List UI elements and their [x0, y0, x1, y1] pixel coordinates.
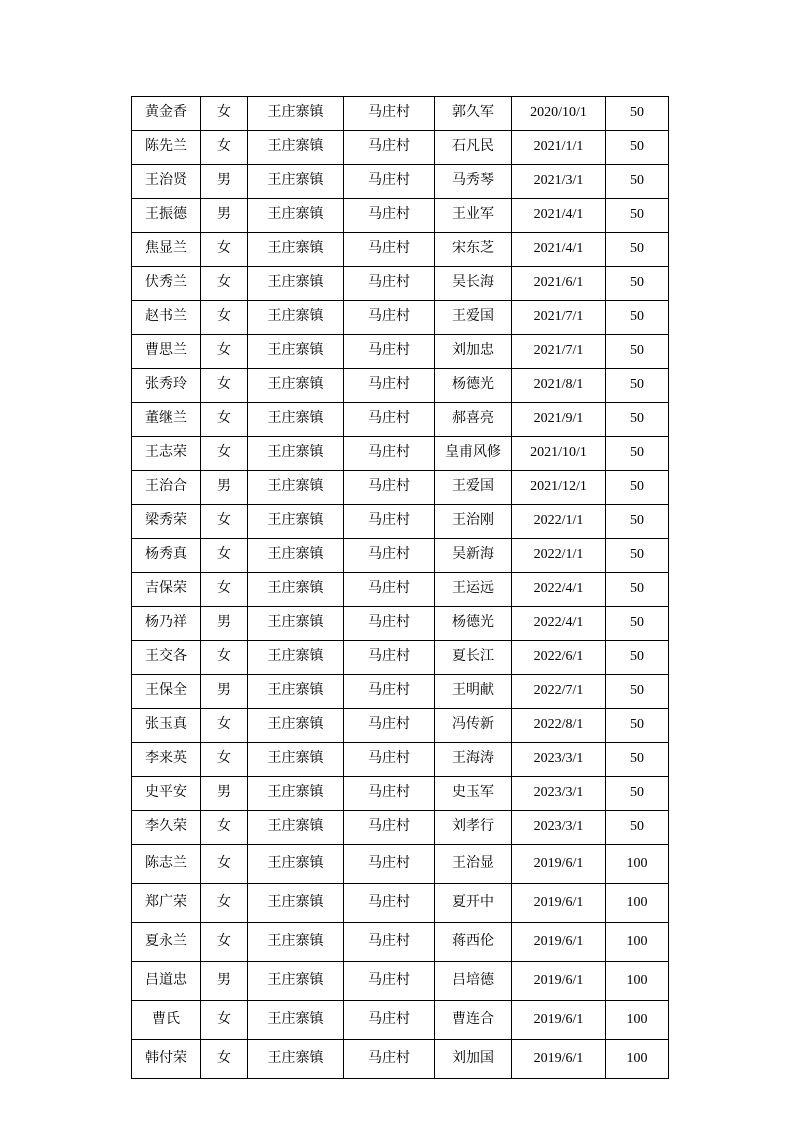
- cell-gender: 女: [201, 1040, 248, 1079]
- cell-village: 马庄村: [344, 233, 435, 267]
- cell-village: 马庄村: [344, 777, 435, 811]
- cell-amount: 50: [606, 437, 669, 471]
- table-row: [132, 471, 669, 505]
- cell-village: 马庄村: [344, 811, 435, 845]
- cell-name: 郑广荣: [132, 884, 201, 923]
- cell-relation: 王治显: [435, 845, 512, 884]
- cell-town: 王庄寨镇: [248, 335, 344, 369]
- cell-amount: 50: [606, 301, 669, 335]
- cell-name: 曹氏: [132, 1001, 201, 1040]
- cell-name: 李来英: [132, 743, 201, 777]
- cell-town: 王庄寨镇: [248, 1001, 344, 1040]
- cell-village: 马庄村: [344, 709, 435, 743]
- table-body: [132, 97, 669, 1079]
- table-row: [132, 709, 669, 743]
- table-container: [131, 96, 661, 1079]
- cell-gender: 女: [201, 301, 248, 335]
- cell-relation: 王治刚: [435, 505, 512, 539]
- cell-date: 2021/1/1: [512, 131, 606, 165]
- cell-gender: 女: [201, 233, 248, 267]
- cell-amount: 50: [606, 97, 669, 131]
- cell-gender: 女: [201, 845, 248, 884]
- cell-gender: 女: [201, 743, 248, 777]
- cell-date: 2022/1/1: [512, 505, 606, 539]
- cell-gender: 男: [201, 777, 248, 811]
- cell-relation: 刘加忠: [435, 335, 512, 369]
- cell-relation: 王爱国: [435, 301, 512, 335]
- cell-relation: 王明献: [435, 675, 512, 709]
- cell-gender: 女: [201, 811, 248, 845]
- cell-gender: 女: [201, 641, 248, 675]
- cell-name: 夏永兰: [132, 923, 201, 962]
- cell-amount: 100: [606, 923, 669, 962]
- table-row: [132, 301, 669, 335]
- cell-amount: 50: [606, 471, 669, 505]
- cell-town: 王庄寨镇: [248, 743, 344, 777]
- cell-gender: 女: [201, 437, 248, 471]
- cell-gender: 女: [201, 709, 248, 743]
- table-row: [132, 199, 669, 233]
- cell-village: 马庄村: [344, 1040, 435, 1079]
- cell-town: 王庄寨镇: [248, 962, 344, 1001]
- cell-relation: 吴长海: [435, 267, 512, 301]
- cell-town: 王庄寨镇: [248, 709, 344, 743]
- cell-village: 马庄村: [344, 369, 435, 403]
- cell-date: 2019/6/1: [512, 884, 606, 923]
- cell-amount: 50: [606, 811, 669, 845]
- cell-relation: 吴新海: [435, 539, 512, 573]
- cell-name: 陈先兰: [132, 131, 201, 165]
- cell-relation: 郝喜亮: [435, 403, 512, 437]
- table-row: [132, 573, 669, 607]
- cell-amount: 50: [606, 505, 669, 539]
- cell-amount: 100: [606, 1001, 669, 1040]
- cell-gender: 女: [201, 923, 248, 962]
- cell-town: 王庄寨镇: [248, 199, 344, 233]
- cell-gender: 男: [201, 199, 248, 233]
- cell-amount: 50: [606, 369, 669, 403]
- cell-name: 王志荣: [132, 437, 201, 471]
- cell-amount: 50: [606, 267, 669, 301]
- cell-amount: 100: [606, 1040, 669, 1079]
- cell-gender: 男: [201, 675, 248, 709]
- cell-date: 2022/6/1: [512, 641, 606, 675]
- cell-name: 史平安: [132, 777, 201, 811]
- cell-village: 马庄村: [344, 403, 435, 437]
- cell-amount: 50: [606, 131, 669, 165]
- cell-amount: 50: [606, 641, 669, 675]
- table-row: [132, 811, 669, 845]
- cell-name: 王治贤: [132, 165, 201, 199]
- cell-date: 2022/4/1: [512, 573, 606, 607]
- cell-gender: 女: [201, 267, 248, 301]
- cell-date: 2021/3/1: [512, 165, 606, 199]
- cell-town: 王庄寨镇: [248, 607, 344, 641]
- cell-gender: 女: [201, 884, 248, 923]
- table-row: [132, 437, 669, 471]
- cell-relation: 史玉军: [435, 777, 512, 811]
- cell-name: 张玉真: [132, 709, 201, 743]
- cell-relation: 杨德光: [435, 607, 512, 641]
- table-row: [132, 845, 669, 884]
- table-row: [132, 962, 669, 1001]
- cell-town: 王庄寨镇: [248, 369, 344, 403]
- cell-relation: 宋东芝: [435, 233, 512, 267]
- cell-village: 马庄村: [344, 573, 435, 607]
- cell-village: 马庄村: [344, 131, 435, 165]
- cell-village: 马庄村: [344, 505, 435, 539]
- cell-date: 2021/6/1: [512, 267, 606, 301]
- table-row: [132, 97, 669, 131]
- cell-date: 2021/9/1: [512, 403, 606, 437]
- cell-name: 曹思兰: [132, 335, 201, 369]
- cell-town: 王庄寨镇: [248, 539, 344, 573]
- cell-name: 韩付荣: [132, 1040, 201, 1079]
- cell-relation: 王爱国: [435, 471, 512, 505]
- cell-town: 王庄寨镇: [248, 233, 344, 267]
- table-row: [132, 884, 669, 923]
- cell-relation: 刘孝行: [435, 811, 512, 845]
- table-row: [132, 743, 669, 777]
- cell-name: 吉保荣: [132, 573, 201, 607]
- cell-relation: 皇甫风修: [435, 437, 512, 471]
- cell-gender: 女: [201, 505, 248, 539]
- cell-gender: 女: [201, 573, 248, 607]
- cell-name: 吕道忠: [132, 962, 201, 1001]
- table-row: [132, 403, 669, 437]
- cell-village: 马庄村: [344, 335, 435, 369]
- cell-date: 2023/3/1: [512, 743, 606, 777]
- cell-amount: 50: [606, 607, 669, 641]
- cell-relation: 王业军: [435, 199, 512, 233]
- cell-village: 马庄村: [344, 607, 435, 641]
- cell-gender: 女: [201, 335, 248, 369]
- cell-village: 马庄村: [344, 743, 435, 777]
- cell-relation: 马秀琴: [435, 165, 512, 199]
- cell-village: 马庄村: [344, 845, 435, 884]
- cell-amount: 50: [606, 165, 669, 199]
- cell-name: 伏秀兰: [132, 267, 201, 301]
- table-row: [132, 607, 669, 641]
- table-row: [132, 539, 669, 573]
- cell-village: 马庄村: [344, 1001, 435, 1040]
- cell-name: 王治合: [132, 471, 201, 505]
- cell-village: 马庄村: [344, 962, 435, 1001]
- cell-name: 梁秀荣: [132, 505, 201, 539]
- table-row: [132, 131, 669, 165]
- cell-name: 焦显兰: [132, 233, 201, 267]
- cell-amount: 50: [606, 539, 669, 573]
- cell-town: 王庄寨镇: [248, 777, 344, 811]
- cell-name: 王振德: [132, 199, 201, 233]
- cell-name: 张秀玲: [132, 369, 201, 403]
- cell-relation: 夏长江: [435, 641, 512, 675]
- cell-village: 马庄村: [344, 199, 435, 233]
- cell-amount: 50: [606, 777, 669, 811]
- cell-relation: 吕培德: [435, 962, 512, 1001]
- cell-date: 2019/6/1: [512, 923, 606, 962]
- cell-gender: 女: [201, 403, 248, 437]
- cell-gender: 男: [201, 962, 248, 1001]
- cell-name: 杨秀真: [132, 539, 201, 573]
- cell-amount: 100: [606, 845, 669, 884]
- cell-gender: 男: [201, 471, 248, 505]
- cell-relation: 曹连合: [435, 1001, 512, 1040]
- cell-town: 王庄寨镇: [248, 267, 344, 301]
- cell-date: 2021/8/1: [512, 369, 606, 403]
- cell-village: 马庄村: [344, 301, 435, 335]
- table-row: [132, 923, 669, 962]
- cell-relation: 刘加国: [435, 1040, 512, 1079]
- cell-name: 黄金香: [132, 97, 201, 131]
- cell-gender: 女: [201, 369, 248, 403]
- cell-name: 王交各: [132, 641, 201, 675]
- cell-village: 马庄村: [344, 471, 435, 505]
- cell-relation: 冯传新: [435, 709, 512, 743]
- cell-relation: 蒋西伦: [435, 923, 512, 962]
- cell-town: 王庄寨镇: [248, 471, 344, 505]
- cell-date: 2023/3/1: [512, 777, 606, 811]
- cell-date: 2019/6/1: [512, 845, 606, 884]
- cell-amount: 50: [606, 403, 669, 437]
- cell-village: 马庄村: [344, 97, 435, 131]
- cell-date: 2021/4/1: [512, 233, 606, 267]
- cell-date: 2022/1/1: [512, 539, 606, 573]
- cell-gender: 女: [201, 539, 248, 573]
- table-row: [132, 267, 669, 301]
- cell-town: 王庄寨镇: [248, 811, 344, 845]
- cell-amount: 50: [606, 743, 669, 777]
- table-row: [132, 165, 669, 199]
- cell-amount: 50: [606, 675, 669, 709]
- cell-gender: 男: [201, 165, 248, 199]
- cell-amount: 50: [606, 709, 669, 743]
- cell-town: 王庄寨镇: [248, 573, 344, 607]
- table-row: [132, 369, 669, 403]
- cell-village: 马庄村: [344, 437, 435, 471]
- cell-date: 2021/12/1: [512, 471, 606, 505]
- cell-date: 2022/4/1: [512, 607, 606, 641]
- cell-gender: 男: [201, 607, 248, 641]
- cell-amount: 100: [606, 884, 669, 923]
- cell-town: 王庄寨镇: [248, 165, 344, 199]
- cell-town: 王庄寨镇: [248, 301, 344, 335]
- cell-town: 王庄寨镇: [248, 437, 344, 471]
- cell-amount: 50: [606, 233, 669, 267]
- table-row: [132, 233, 669, 267]
- cell-town: 王庄寨镇: [248, 845, 344, 884]
- cell-town: 王庄寨镇: [248, 641, 344, 675]
- cell-town: 王庄寨镇: [248, 403, 344, 437]
- cell-name: 杨乃祥: [132, 607, 201, 641]
- cell-amount: 50: [606, 199, 669, 233]
- cell-relation: 王海涛: [435, 743, 512, 777]
- cell-date: 2022/7/1: [512, 675, 606, 709]
- cell-name: 董继兰: [132, 403, 201, 437]
- beneficiary-table: [131, 96, 669, 1079]
- cell-relation: 郭久军: [435, 97, 512, 131]
- cell-relation: 夏开中: [435, 884, 512, 923]
- cell-date: 2021/7/1: [512, 335, 606, 369]
- table-row: [132, 777, 669, 811]
- cell-gender: 女: [201, 97, 248, 131]
- table-row: [132, 1040, 669, 1079]
- cell-name: 李久荣: [132, 811, 201, 845]
- cell-relation: 杨德光: [435, 369, 512, 403]
- cell-gender: 女: [201, 1001, 248, 1040]
- cell-town: 王庄寨镇: [248, 884, 344, 923]
- cell-date: 2021/7/1: [512, 301, 606, 335]
- cell-village: 马庄村: [344, 641, 435, 675]
- cell-amount: 100: [606, 962, 669, 1001]
- cell-gender: 女: [201, 131, 248, 165]
- cell-relation: 石凡民: [435, 131, 512, 165]
- cell-date: 2019/6/1: [512, 1001, 606, 1040]
- table-row: [132, 675, 669, 709]
- cell-name: 赵书兰: [132, 301, 201, 335]
- cell-name: 陈志兰: [132, 845, 201, 884]
- cell-date: 2023/3/1: [512, 811, 606, 845]
- table-row: [132, 641, 669, 675]
- cell-village: 马庄村: [344, 675, 435, 709]
- cell-village: 马庄村: [344, 923, 435, 962]
- cell-date: 2021/4/1: [512, 199, 606, 233]
- cell-town: 王庄寨镇: [248, 675, 344, 709]
- cell-town: 王庄寨镇: [248, 923, 344, 962]
- cell-village: 马庄村: [344, 165, 435, 199]
- cell-town: 王庄寨镇: [248, 505, 344, 539]
- cell-town: 王庄寨镇: [248, 1040, 344, 1079]
- table-row: [132, 335, 669, 369]
- cell-date: 2020/10/1: [512, 97, 606, 131]
- table-row: [132, 1001, 669, 1040]
- cell-name: 王保全: [132, 675, 201, 709]
- cell-town: 王庄寨镇: [248, 131, 344, 165]
- cell-date: 2022/8/1: [512, 709, 606, 743]
- table-row: [132, 505, 669, 539]
- cell-date: 2019/6/1: [512, 962, 606, 1001]
- cell-date: 2019/6/1: [512, 1040, 606, 1079]
- cell-village: 马庄村: [344, 539, 435, 573]
- cell-town: 王庄寨镇: [248, 97, 344, 131]
- cell-amount: 50: [606, 335, 669, 369]
- cell-relation: 王运远: [435, 573, 512, 607]
- cell-village: 马庄村: [344, 884, 435, 923]
- cell-amount: 50: [606, 573, 669, 607]
- cell-date: 2021/10/1: [512, 437, 606, 471]
- cell-village: 马庄村: [344, 267, 435, 301]
